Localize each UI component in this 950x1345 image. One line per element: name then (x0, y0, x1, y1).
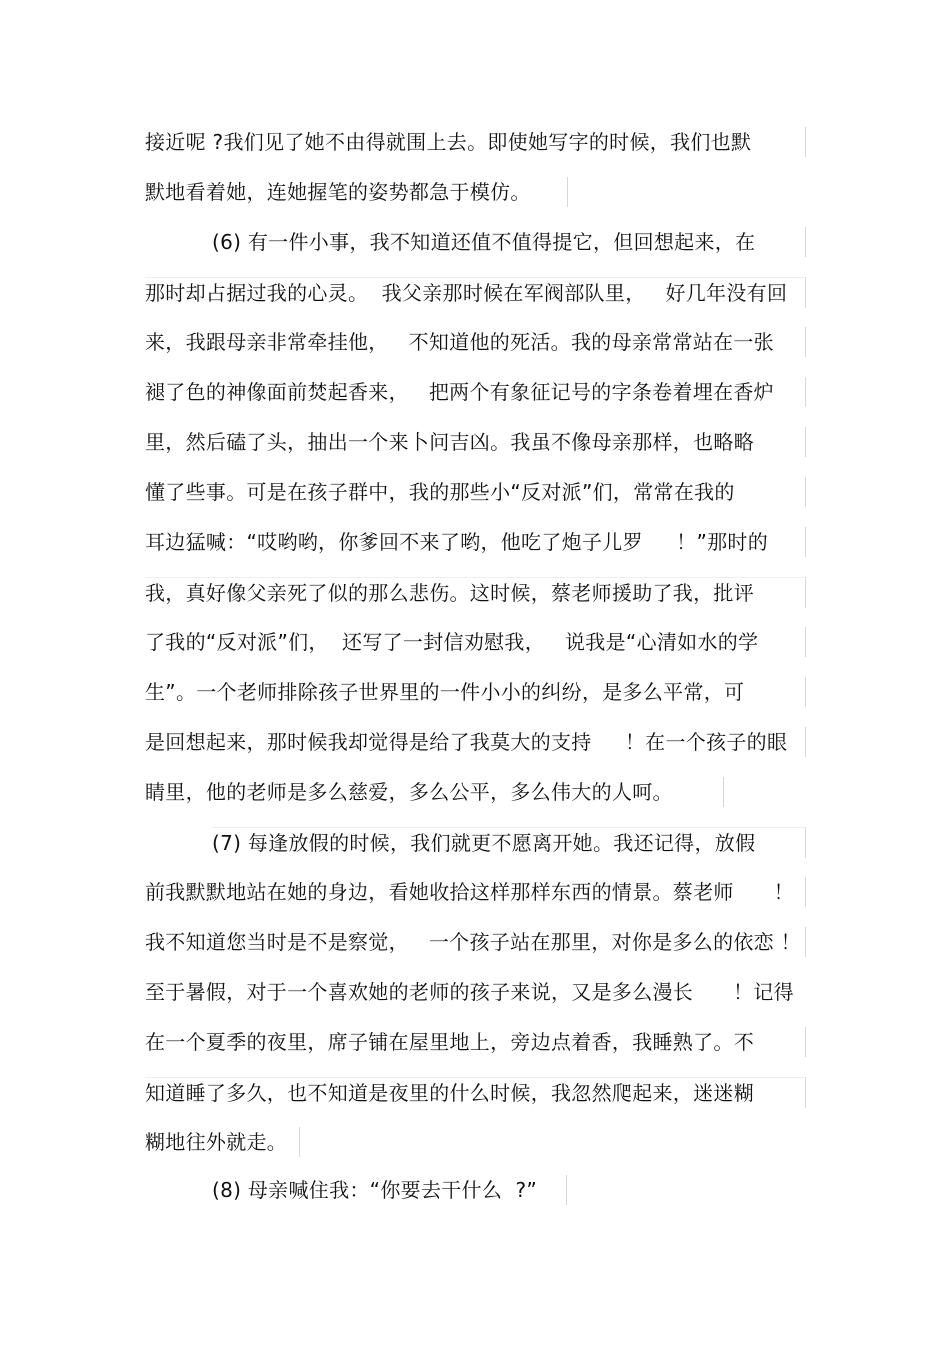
text-line-9: 耳边猛喊：“哎哟哟，你爹回不来了哟，他吃了炮子儿罗 ！”那时的 (145, 527, 806, 557)
text-line-16: 前我默默地站在她的身边，看她收拾这样那样东西的情景。蔡老师 ！ (145, 877, 806, 907)
text-line-20: 知道睡了多久，也不知道是夜里的什么时候，我忽然爬起来，迷迷糊 (145, 1077, 806, 1108)
text-line-2: 默地看着她，连她握笔的姿势都急于模仿。 (145, 177, 568, 207)
paragraph-7-first-line: (7) 每逢放假的时候，我们就更不愿离开她。我还记得，放假 (212, 827, 806, 858)
text-line-6: 褪了色的神像面前焚起香来， 把两个有象征记号的字条卷着埋在香炉 (145, 377, 806, 407)
text-line-8: 懂了些事。可是在孩子群中，我的那些小“反对派”们，常常在我的 (145, 477, 806, 507)
paragraph-6-first-line: (6) 有一件小事，我不知道还值不值得提它，但回想起来，在 (212, 227, 806, 257)
text-line-19: 在一个夏季的夜里，席子铺在屋里地上，旁边点着香，我睡熟了。不 (145, 1027, 806, 1057)
text-line-7: 里，然后磕了头，抽出一个来卜问吉凶。我虽不像母亲那样，也略略 (145, 427, 806, 457)
text-line-11: 了我的“反对派”们， 还写了一封信劝慰我， 说我是“心清如水的学 (145, 627, 806, 657)
text-line-1: 接近呢 ?我们见了她不由得就围上去。即使她写字的时候，我们也默 (145, 127, 806, 157)
text-line-18: 至于暑假，对于一个喜欢她的老师的孩子来说，又是多么漫长 ！记得 (145, 980, 794, 1004)
text-line-12: 生”。一个老师排除孩子世界里的一件小小的纠纷，是多么平常，可 (145, 677, 806, 707)
text-line-5: 来，我跟母亲非常牵挂他， 不知道他的死活。我的母亲常常站在一张 (145, 327, 806, 357)
text-line-21: 糊地往外就走。 (145, 1127, 300, 1157)
paragraph-8-first-line: (8) 母亲喊住我：“你要去干什么 ?” (212, 1175, 567, 1205)
text-line-13: 是回想起来，那时候我却觉得是给了我莫大的支持 ！在一个孩子的眼 (145, 727, 806, 757)
text-line-17: 我不知道您当时是不是察觉， 一个孩子站在那里，对你是多么的依恋 ！ (145, 927, 806, 957)
text-line-14: 睛里，他的老师是多么慈爱，多么公平，多么伟大的人呵。 (145, 777, 724, 807)
text-line-10: 我，真好像父亲死了似的那么悲伤。这时候，蔡老师援助了我，批评 (145, 577, 806, 608)
text-line-4: 那时却占据过我的心灵。 我父亲那时候在军阀部队里， 好几年没有回 (145, 277, 806, 308)
